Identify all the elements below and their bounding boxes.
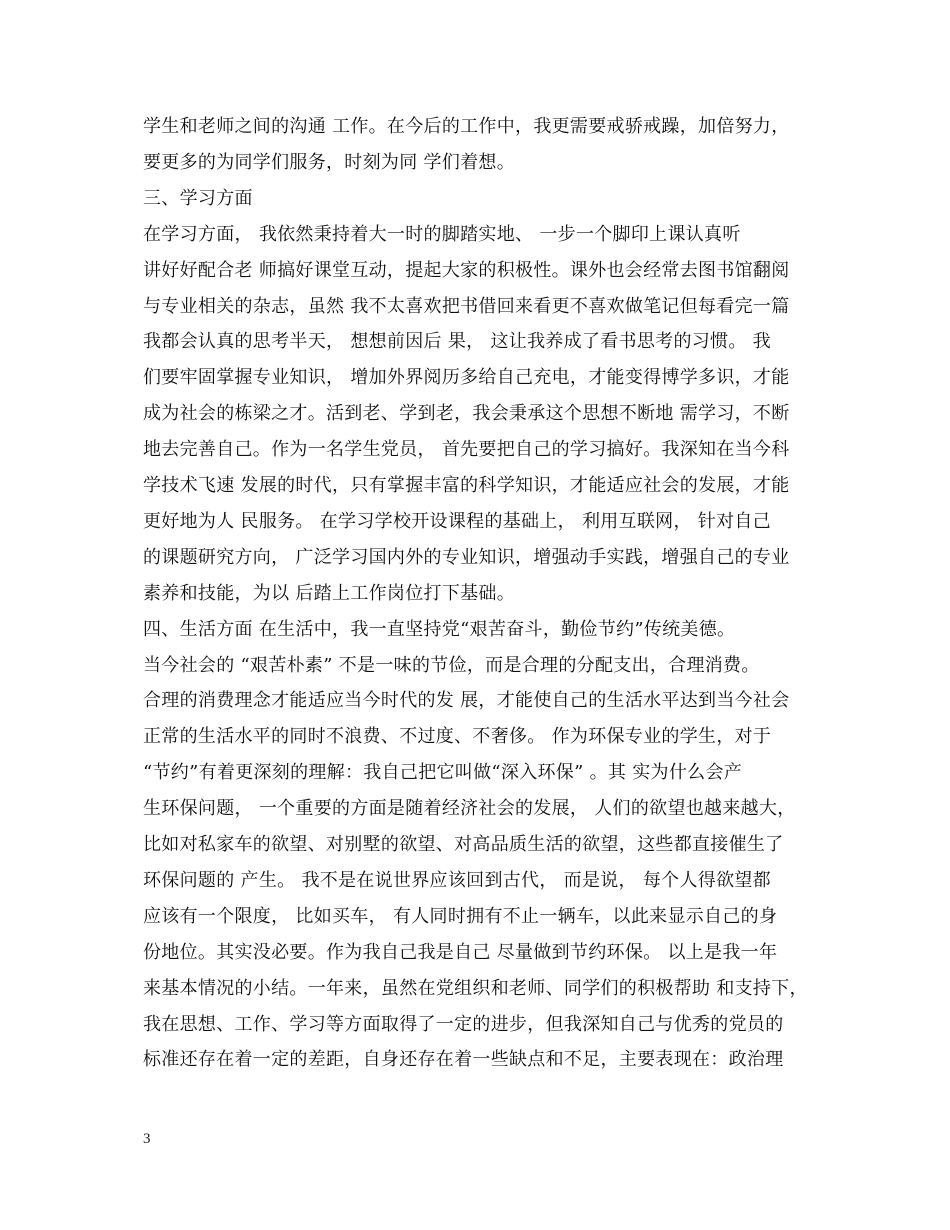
text-line: “节约”有着更深刻的理解：我自己把它叫做“深入环保” 。其 实为什么会产 bbox=[143, 762, 743, 784]
text-line: 地去完善自己。作为一名学生党员， 首先要把自己的学习搞好。我深知在当今科 bbox=[143, 439, 790, 461]
text-line: 三、学习方面 bbox=[143, 187, 253, 209]
text-line: 当今社会的 “艰苦朴素” 不是一味的节俭，而是合理的分配支出，合理消费。 bbox=[143, 654, 760, 676]
page-number: 3 bbox=[143, 1131, 151, 1147]
text-line: 学生和老师之间的沟通 工作。在今后的工作中，我更需要戒骄戒躁，加倍努力， bbox=[143, 116, 790, 137]
text-line: 标准还存在着一定的差距，自身还存在着一些缺点和不足，主要表现在：政治理 bbox=[143, 1049, 784, 1071]
text-line: 正常的生活水平的同时不浪费、不过度、不奢侈。 作为环保专业的学生，对于 bbox=[143, 726, 772, 748]
text-line: 份地位。其实没必要。作为我自己我是自己 尽量做到节约环保。 以上是我一年 bbox=[143, 941, 778, 963]
text-line: 在学习方面， 我依然秉持着大一时的脚踏实地、 一步一个脚印上课认真听 bbox=[143, 223, 741, 245]
text-line: 我在思想、工作、学习等方面取得了一定的进步，但我深知自己与优秀的党员的 bbox=[143, 1013, 784, 1035]
text-line: 比如对私家车的欲望、对别墅的欲望、对高品质生活的欲望，这些都直接催生了 bbox=[143, 834, 784, 855]
text-line: 要更多的为同学们服务，时刻为同 学们着想。 bbox=[143, 151, 516, 173]
text-line: 学技术飞速 发展的时代，只有掌握丰富的科学知识，才能适应社会的发展，才能 bbox=[143, 475, 790, 496]
text-line: 的课题研究方向， 广泛学习国内外的专业知识，增强动手实践，增强自己的专业 bbox=[143, 546, 790, 568]
text-line: 与专业相关的杂志，虽然 我不太喜欢把书借回来看更不喜欢做笔记但每看完一篇 bbox=[143, 295, 790, 317]
text-line: 素养和技能，为以 后踏上工作岗位打下基础。 bbox=[143, 582, 516, 604]
text-line: 们要牢固掌握专业知识， 增加外界阅历多给自己充电，才能变得博学多识，才能 bbox=[143, 367, 790, 389]
text-line: 合理的消费理念才能适应当今时代的发 展，才能使自己的生活水平达到当今社会 bbox=[143, 690, 790, 712]
text-line: 成为社会的栋梁之才。活到老、学到老，我会秉承这个思想不断地 需学习，不断 bbox=[143, 403, 790, 425]
text-line: 更好地为人 民服务。 在学习学校开设课程的基础上， 利用互联网， 针对自己 bbox=[143, 510, 771, 532]
text-line: 四、生活方面 在生活中，我一直坚持党“艰苦奋斗，勤俭节约”传统美德。 bbox=[143, 618, 736, 640]
text-line: 生环保问题， 一个重要的方面是随着经济社会的发展， 人们的欲望也越来越大， bbox=[143, 798, 796, 820]
text-line: 讲好好配合老 师搞好课堂互动，提起大家的积极性。课外也会经常去图书馆翻阅 bbox=[143, 259, 790, 281]
text-line: 应该有一个限度， 比如买车， 有人同时拥有不止一辆车，以此来显示自己的身 bbox=[143, 905, 778, 927]
text-line: 环保问题的 产生。 我不是在说世界应该回到古代， 而是说， 每个人得欲望都 bbox=[143, 869, 771, 891]
text-line: 我都会认真的思考半天， 想想前因后 果， 这让我养成了看书思考的习惯。 我 bbox=[143, 331, 771, 353]
text-line: 来基本情况的小结。一年来，虽然在党组织和老师、同学们的积极帮助 和支持下， bbox=[143, 977, 808, 999]
